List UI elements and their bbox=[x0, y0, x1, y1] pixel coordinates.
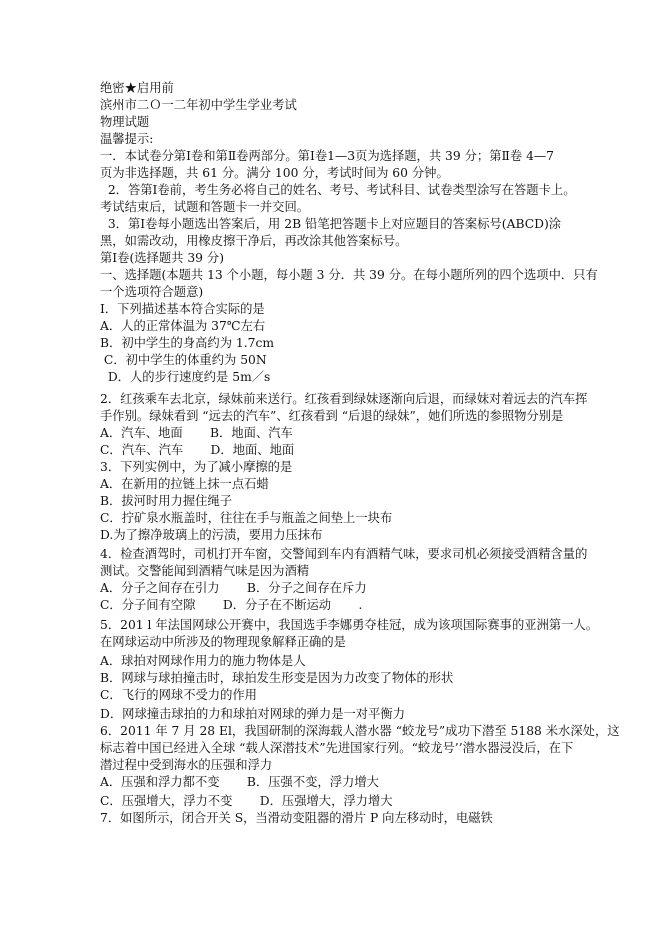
part1-title: 第Ⅰ卷(选择题共 39 分) bbox=[100, 251, 224, 265]
question-2-options-cd: C．汽车、汽车 D．地面、地面 bbox=[100, 443, 295, 457]
question-5-option-b: B．网球与球拍撞击时，球拍发生形变是因为力改变了物体的形状 bbox=[100, 671, 454, 685]
notice-line: 页为非选择题，共 61 分。满分 100 分，考试时间为 60 分钟。 bbox=[100, 166, 449, 180]
notice-line: 2．答第Ⅰ卷前，考生务必将自己的姓名、考号、考试科目、试卷类型涂写在答题卡上。 bbox=[100, 183, 576, 197]
question-4-stem: 测试。交警能闻到酒精气味是因为酒精 bbox=[100, 564, 310, 578]
question-2-stem: 2．红孩乘车去北京，绿妹前来送行。红孩看到绿妹逐渐向后退，而绿妹对着远去的汽车挥 bbox=[100, 392, 588, 406]
question-3-option-c: C．拧矿泉水瓶盖时，往往在手与瓶盖之间垫上一块布 bbox=[100, 511, 393, 525]
question-1-option-c: C．初中学生的体重约为 50N bbox=[100, 353, 267, 367]
question-3-option-b: B．拔河时用力握住绳子 bbox=[100, 494, 233, 508]
question-5-stem: 在网球运动中所涉及的物理现象解释正确的是 bbox=[100, 635, 346, 649]
part1-instruction: 一、选择题(本题共 13 个小题，每小题 3 分．共 39 分。在每小题所列的四个选项中．只有 bbox=[100, 268, 598, 282]
question-3-stem: 3．下列实例中，为了减小摩擦的是 bbox=[100, 460, 293, 474]
secret-label: 绝密★启用前 bbox=[100, 81, 174, 95]
question-5-option-c: C．飞行的网球不受力的作用 bbox=[100, 688, 257, 702]
notice-heading: 温馨提示: bbox=[100, 132, 154, 146]
subject-title: 物理试题 bbox=[100, 115, 150, 129]
notice-line: 3．第Ⅰ卷每小题选出答案后，用 2B 铅笔把答题卡上对应题目的答案标号(ABCD)涂 bbox=[100, 217, 562, 231]
question-3-option-d: D.为了擦净玻璃上的污渍，要用力压抹布 bbox=[100, 528, 323, 542]
notice-line: 考试结束后，试题和答题卡一并交回。 bbox=[100, 200, 310, 214]
question-7-stem: 7．如图所示，闭合开关 S，当滑动变阻器的滑片 P 向左移动时，电磁铁 bbox=[100, 811, 493, 825]
notice-line: 一．本试卷分第Ⅰ卷和第Ⅱ卷两部分。第Ⅰ卷1—3页为选择题，共 39 分；第Ⅱ卷 4—7 bbox=[100, 149, 555, 163]
question-6-options-ab: A．压强和浮力都不变 B．压强不变，浮力增大 bbox=[100, 775, 379, 789]
question-5-stem: 5．201 l 年法国网球公开赛中，我国选手李娜勇夺桂冠，成为该项国际赛事的亚洲第一人。 bbox=[100, 618, 599, 632]
question-2-options-ab: A．汽车、地面 B．地面、汽车 bbox=[100, 426, 293, 440]
question-4-options-cd: C．分子间有空隙 D．分子在不断运动 . bbox=[100, 598, 363, 612]
question-4-options-ab: A．分子之间存在引力 B．分子之间存在斥力 bbox=[100, 581, 367, 595]
question-4-stem: 4．检查酒驾时，司机打开车窗，交警闻到车内有酒精气味，要求司机必须接受酒精含量的 bbox=[100, 547, 588, 561]
part1-instruction: 一个选项符合题意) bbox=[100, 285, 204, 299]
question-1-option-d: D．人的步行速度约是 5m／s bbox=[100, 370, 271, 384]
question-5-option-d: D．网球撞击球拍的力和球拍对网球的弹力是一对平衡力 bbox=[100, 707, 405, 721]
exam-title: 滨州市二Ｏ一二年初中学生学业考试 bbox=[100, 98, 297, 112]
question-6-stem: 潜过程中受到海水的压强和浮力 bbox=[100, 758, 273, 772]
notice-line: 黑，如需改动，用橡皮擦干净后，再改涂其他答案标号。 bbox=[100, 234, 408, 248]
question-6-stem: 标志着中国已经进入全球 “载人深潜技术”先进国家行列。“蛟龙号’’潜水器浸没后，在下 bbox=[100, 741, 574, 755]
question-2-stem: 手作别。绿妹看到 “远去的汽车”、红孩看到 “后退的绿妹”，她们所选的参照物分别是 bbox=[100, 409, 564, 423]
question-6-options-cd: C．压强增大，浮力不变 D．压强增大，浮力增大 bbox=[100, 794, 393, 808]
question-6-stem: 6．2011 年 7 月 28 El，我国研制的深海载人潜水器 “蛟龙号”成功下潜至 5188 米水深处，这 bbox=[100, 724, 620, 738]
question-1-option-a: A．人的正常体温为 37℃左右 bbox=[100, 319, 266, 333]
question-3-option-a: A．在新用的拉链上抹一点石蜡 bbox=[100, 477, 269, 491]
question-1-option-b: B．初中学生的身高约为 1.7cm bbox=[100, 336, 275, 350]
question-5-option-a: A．球拍对网球作用力的施力物体是人 bbox=[100, 654, 306, 668]
question-1-stem: I．下列描述基本符合实际的是 bbox=[100, 302, 265, 316]
